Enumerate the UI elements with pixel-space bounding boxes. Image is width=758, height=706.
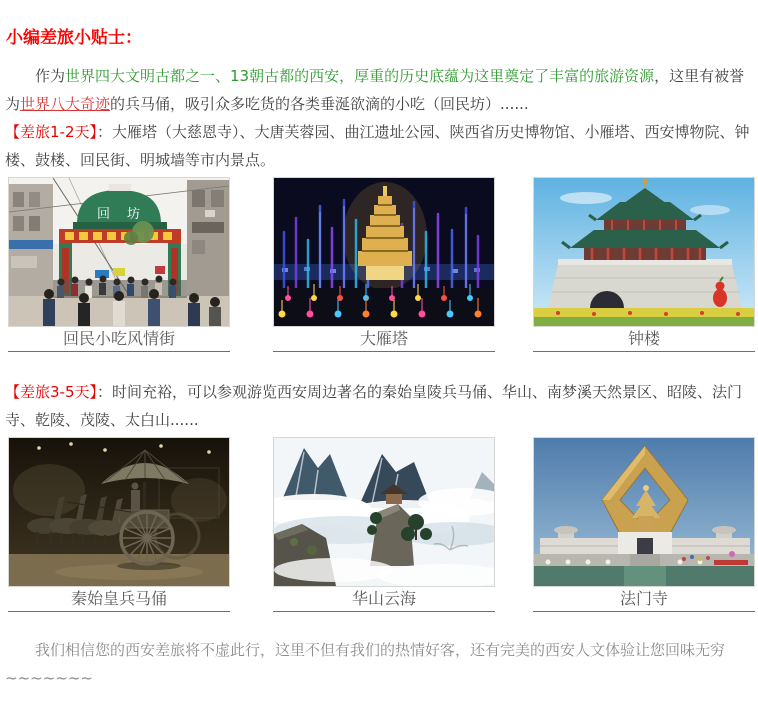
famen-temple-photo	[533, 437, 755, 587]
caption-divider	[273, 611, 495, 612]
photo-caption-famen-temple: 法门寺	[619, 589, 668, 608]
photo-caption-bell-tower: 钟楼	[627, 329, 660, 348]
intro-paragraph	[5, 62, 753, 118]
plan-3-5-paragraph	[5, 378, 753, 434]
plan-3-5-text: ：时间充裕，可以参观游览西安周边著名的秦始皇陵兵马俑、华山、南梦溪天然景区、昭陵、法门寺、乾陵、茂陵、太白山......	[5, 383, 743, 429]
gallery-item-dayan-pagoda	[273, 177, 495, 352]
intro-mid: ，这里有被誉为	[5, 67, 745, 113]
huimin-street-photo	[8, 177, 230, 327]
world-eight-wonders-link[interactable]: 世界八大奇迹	[20, 95, 111, 113]
outro-paragraph: 我们相信您的西安差旅将不虚此行，这里不但有我们的热情好客，还有完美的西安人文体验让您回味无穷~~~~~~~	[5, 641, 726, 687]
bell-tower-photo	[533, 177, 755, 327]
caption-divider	[273, 351, 495, 352]
archway-text-right: 坊	[127, 207, 141, 222]
terracotta-chariot-photo	[8, 437, 230, 587]
dayan-pagoda-fountain-photo	[273, 177, 495, 327]
plan-3-5-tag: 【差旅3-5天】	[5, 383, 98, 401]
photo-caption-dayan-pagoda: 大雁塔	[359, 329, 408, 348]
gallery-row-2	[0, 437, 758, 612]
plan-1-2-text: ：大雁塔（大慈恩寺）、大唐芙蓉园、曲江遗址公园、陕西省历史博物馆、小雁塔、西安博物院、钟楼、鼓楼、回民街、明城墙等市内景点。	[5, 123, 750, 169]
photo-caption-terracotta: 秦始皇兵马俑	[70, 589, 167, 608]
gallery-item-famen-temple	[533, 437, 755, 612]
article-title: 小编差旅小贴士：	[6, 28, 142, 48]
gallery-item-huimin-street	[8, 177, 230, 352]
plan-1-2-paragraph	[5, 118, 753, 174]
archway-text-left: 回	[97, 207, 111, 222]
intro-green-highlight: 世界四大文明古都之一、13朝古都的西安，厚重的历史底蕴为这里奠定了丰富的旅游资源	[65, 67, 655, 85]
gallery-row-1	[0, 177, 758, 352]
caption-divider	[8, 351, 230, 352]
huashan-clouds-photo	[273, 437, 495, 587]
gallery-item-bell-tower	[533, 177, 755, 352]
photo-caption-huimin-street: 回民小吃风情街	[62, 329, 175, 348]
gallery-item-terracotta	[8, 437, 230, 612]
caption-divider	[533, 611, 755, 612]
caption-divider	[533, 351, 755, 352]
photo-caption-huashan: 华山云海	[351, 589, 416, 608]
intro-lead: 作为	[35, 67, 66, 85]
intro-tail: 的兵马俑，吸引众多吃货的各类垂涎欲滴的小吃（回民坊）......	[110, 95, 529, 113]
gallery-item-huashan	[273, 437, 495, 612]
caption-divider	[8, 611, 230, 612]
plan-1-2-tag: 【差旅1-2天】	[5, 123, 98, 141]
